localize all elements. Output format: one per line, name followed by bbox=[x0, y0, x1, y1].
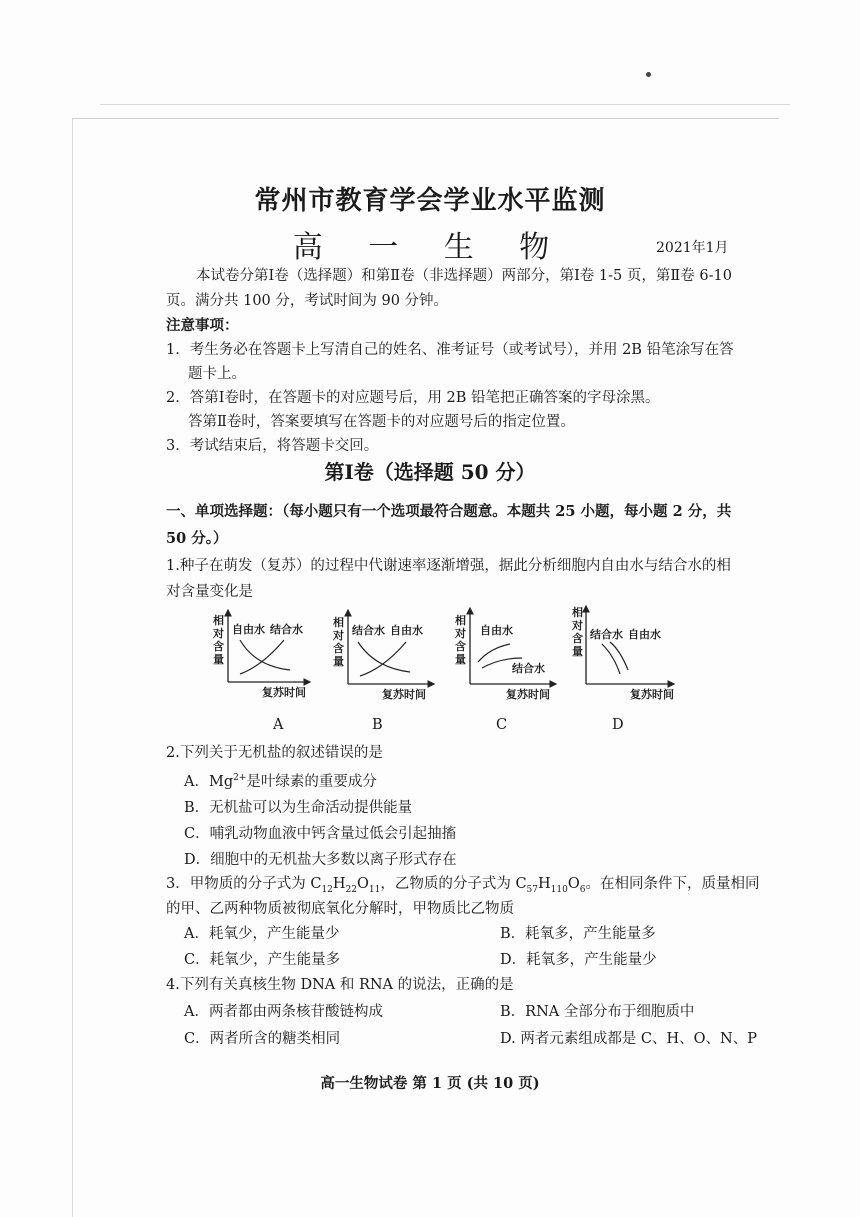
q3-stem-part-3: O bbox=[357, 876, 369, 892]
chart-c-yaxis-3: 含 bbox=[455, 640, 466, 653]
chart-c-xaxis: 复苏时间 bbox=[506, 688, 550, 701]
chart-a-yaxis-2: 对 bbox=[213, 627, 224, 640]
chart-c-yaxis-2: 对 bbox=[455, 627, 466, 640]
chart-d-curve-2 bbox=[602, 644, 620, 674]
q2-option-a bbox=[184, 770, 377, 791]
chart-d-label-2: 自由水 bbox=[628, 628, 661, 641]
section-1-title: 第Ⅰ卷（选择题 50 分） bbox=[324, 460, 536, 484]
chart-d-yaxis-3: 含 bbox=[572, 632, 583, 645]
q3-sub-2: 22 bbox=[345, 884, 357, 895]
chart-b-xaxis: 复苏时间 bbox=[382, 688, 426, 701]
chart-a bbox=[212, 610, 310, 699]
chart-b-curve-2 bbox=[360, 642, 406, 676]
exam-subject: 高 一 生 物 bbox=[292, 230, 568, 265]
q3-stem-part-5: H bbox=[538, 876, 551, 892]
q4-option-a: A．两者都由两条核苷酸链构成 bbox=[184, 1004, 383, 1020]
chart-c-letter: C bbox=[496, 717, 508, 733]
q3-stem-part-7: 。在相同条件下，质量相同 bbox=[585, 876, 760, 892]
chart-c-label-1: 自由水 bbox=[480, 624, 513, 637]
q4-option-c: C．两者所含的糖类相同 bbox=[184, 1031, 341, 1047]
q2-stem: 2.下列关于无机盐的叙述错误的是 bbox=[166, 745, 383, 761]
chart-a-label-2: 结合水 bbox=[270, 623, 303, 636]
q1-stem-b: 对含量变化是 bbox=[166, 584, 253, 600]
chart-c-yaxis-1: 相 bbox=[455, 614, 466, 627]
note-1b: 题卡上。 bbox=[188, 366, 246, 382]
scan-speck bbox=[646, 72, 651, 77]
q3-stem-b: 的甲、乙两种物质被彻底氧化分解时，甲物质比乙物质 bbox=[166, 901, 514, 917]
chart-a-yaxis-1: 相 bbox=[213, 614, 224, 627]
section-1-instructions-a: 一、单项选择题：（每小题只有一个选项最符合题意。本题共 25 小题，每小题 2 分，共 bbox=[166, 503, 732, 520]
q1-stem-a: 1.种子在萌发（复苏）的过程中代谢速率逐渐增强，据此分析细胞内自由水与结合水的相 bbox=[166, 558, 731, 574]
chart-d-yaxis-2: 对 bbox=[572, 619, 583, 632]
q2-option-a-post: 是叶绿素的重要成分 bbox=[246, 774, 377, 790]
q3-sub-5: 110 bbox=[550, 884, 568, 895]
q3-sub-1: 12 bbox=[321, 884, 333, 895]
q2-option-b: B．无机盐可以为生命活动提供能量 bbox=[184, 800, 413, 816]
note-1a: 1．考生务必在答题卡上写清自己的姓名、准考证号（或考试号），并用 2B 铅笔涂写在答 bbox=[166, 342, 734, 358]
note-3: 3．考试结束后，将答题卡交回。 bbox=[166, 438, 379, 454]
q3-option-d: D．耗氧多，产生能量少 bbox=[500, 952, 657, 968]
section-1-instructions-b: 50 分。） bbox=[166, 530, 228, 547]
q3-stem-part-4: ，乙物质的分子式为 C bbox=[380, 876, 527, 892]
q3-sub-6: 6 bbox=[579, 884, 586, 895]
q3-option-a: A．耗氧少，产生能量少 bbox=[184, 926, 340, 942]
chart-a-xaxis: 复苏时间 bbox=[262, 686, 306, 699]
chart-a-yaxis-4: 量 bbox=[213, 653, 224, 666]
note-2b: 答第Ⅱ卷时，答案要填写在答题卡的对应题号后的指定位置。 bbox=[188, 414, 575, 430]
q2-option-a-sup: 2+ bbox=[233, 773, 247, 784]
q4-option-d: D. 两者元素组成都是 C、H、O、N、P bbox=[500, 1031, 758, 1047]
q3-option-c: C．耗氧少，产生能量多 bbox=[184, 952, 341, 968]
chart-b-yaxis-2: 对 bbox=[333, 629, 344, 642]
chart-a-curve-1 bbox=[240, 640, 290, 670]
paper-back-edge bbox=[100, 104, 790, 107]
chart-c bbox=[454, 608, 556, 701]
chart-d-label-1: 结合水 bbox=[590, 628, 623, 641]
q1-charts bbox=[200, 604, 700, 734]
notes-heading: 注意事项： bbox=[166, 317, 239, 334]
chart-d-yaxis-1: 相 bbox=[572, 606, 583, 619]
chart-b-label-1: 结合水 bbox=[352, 624, 385, 637]
intro-line-1: 本试卷分第Ⅰ卷（选择题）和第Ⅱ卷（非选择题）两部分，第Ⅰ卷 1-5 页，第Ⅱ卷 6-10 bbox=[196, 268, 732, 284]
chart-b-letter: B bbox=[372, 717, 383, 733]
chart-b bbox=[332, 610, 434, 701]
q2-option-a-pre: A．Mg bbox=[184, 774, 234, 790]
chart-a-curve-2 bbox=[240, 640, 284, 674]
chart-d-yaxis-4: 量 bbox=[572, 645, 583, 658]
q2-option-c: C．哺乳动物血液中钙含量过低会引起抽搐 bbox=[184, 826, 457, 842]
q3-stem-part-6: O bbox=[567, 876, 580, 892]
chart-c-yaxis-4: 量 bbox=[455, 653, 466, 666]
chart-a-yaxis-3: 含 bbox=[213, 640, 224, 653]
q3-sub-4: 57 bbox=[526, 884, 538, 895]
q3-stem-part-1: 3．甲物质的分子式为 C bbox=[166, 876, 322, 892]
chart-d bbox=[571, 605, 674, 701]
exam-date: 2021年1月 bbox=[656, 240, 729, 256]
chart-c-label-2: 结合水 bbox=[512, 662, 545, 675]
chart-d-xaxis: 复苏时间 bbox=[630, 688, 674, 701]
chart-b-yaxis-1: 相 bbox=[333, 616, 344, 629]
chart-a-letter: A bbox=[273, 717, 284, 733]
page-footer: 高一生物试卷 第 1 页 (共 10 页) bbox=[320, 1075, 540, 1092]
chart-d-curve-1 bbox=[610, 642, 628, 670]
q2-option-d: D．细胞中的无机盐大多数以离子形式存在 bbox=[184, 852, 457, 868]
chart-a-label-1: 自由水 bbox=[232, 623, 265, 636]
q3-option-b: B．耗氧多，产生能量多 bbox=[500, 926, 656, 942]
chart-b-yaxis-4: 量 bbox=[333, 655, 344, 668]
q4-stem: 4.下列有关真核生物 DNA 和 RNA 的说法，正确的是 bbox=[166, 977, 514, 993]
chart-b-yaxis-3: 含 bbox=[333, 642, 344, 655]
exam-title: 常州市教育学会学业水平监测 bbox=[254, 186, 606, 216]
note-2a: 2．答第Ⅰ卷时，在答题卡的对应题号后，用 2B 铅笔把正确答案的字母涂黑。 bbox=[166, 390, 660, 406]
intro-line-2: 页。满分共 100 分，考试时间为 90 分钟。 bbox=[166, 293, 449, 309]
q3-stem-part-2: H bbox=[332, 876, 346, 892]
q3-sub-3: 11 bbox=[368, 884, 381, 895]
chart-d-letter: D bbox=[612, 717, 624, 733]
q4-option-b: B．RNA 全部分布于细胞质中 bbox=[500, 1004, 695, 1020]
chart-b-label-2: 自由水 bbox=[390, 624, 423, 637]
